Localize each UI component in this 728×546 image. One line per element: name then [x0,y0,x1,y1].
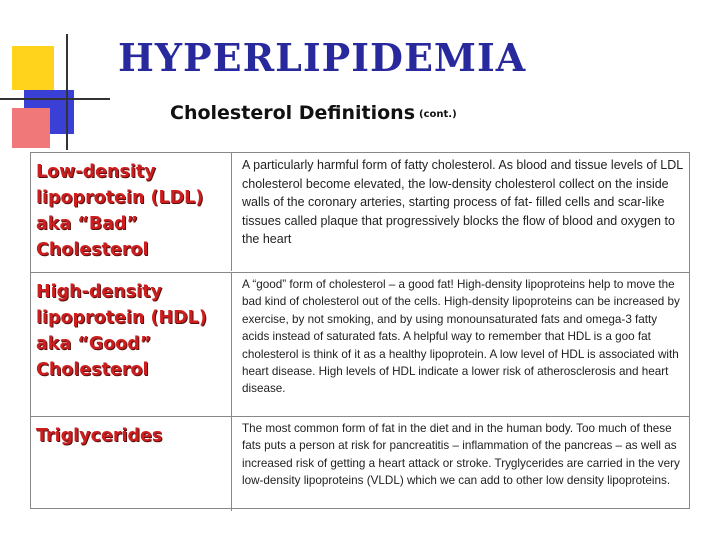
decor-horizontal-line [0,98,110,100]
table-row [31,272,689,416]
subtitle-suffix: (cont.) [419,109,457,120]
table-row [31,416,689,511]
definitions-table [30,152,690,509]
subtitle-text: Cholesterol Definitions [170,102,416,124]
term-cell: High-density lipoprotein (HDL) aka “Good” Cholesterol [36,282,207,380]
term-cell: Triglycerides [36,426,163,446]
decor-red-square [12,108,50,148]
slide-title: HYPERLIPIDEMIA [118,35,527,80]
definition-cell: The most common form of fat in the diet and in the human body. Too much of these fats puts a person at risk for pancreatitis – inflammation of the pancreas – as well as increased risk of getting a heart attack or stroke. Tryglycerides are carried in the very low-density lipoproteins (VLDL) which we can add to other low density lipoproteins. [231,417,689,511]
definition-cell: A “good” form of cholesterol – a good fat! High-density lipoproteins help to move the bad kind of cholesterol out of the cells. High-density lipoproteins can be increased by exercise, by not smoking, and by using monounsaturated fats and omega-3 fatty acids instead of saturated fats. A helpful way to remember that HDL is a goo fat cholesterol is think of it as a healthy lipoprotein. A low level of HDL is associated with heart disease. High levels of HDL indicate a lower risk of atherosclerosis and heart disease. [231,273,689,416]
table-row [31,153,689,271]
slide-subtitle [170,100,457,128]
definition-cell: A particularly harmful form of fatty cholesterol. As blood and tissue levels of LDL cholesterol become elevated, the low-density cholesterol collect on the inside walls of the coronary arteries, starting process of fat- filled cells and scar-like tissues called plaque that progressively blocks the flow of blood and oxygen to the heart [231,153,689,271]
decor-vertical-line [66,34,68,150]
term-cell: Low-density lipoprotein (LDL) aka “Bad” Cholesterol [36,162,204,260]
decor-yellow-square [12,46,54,90]
